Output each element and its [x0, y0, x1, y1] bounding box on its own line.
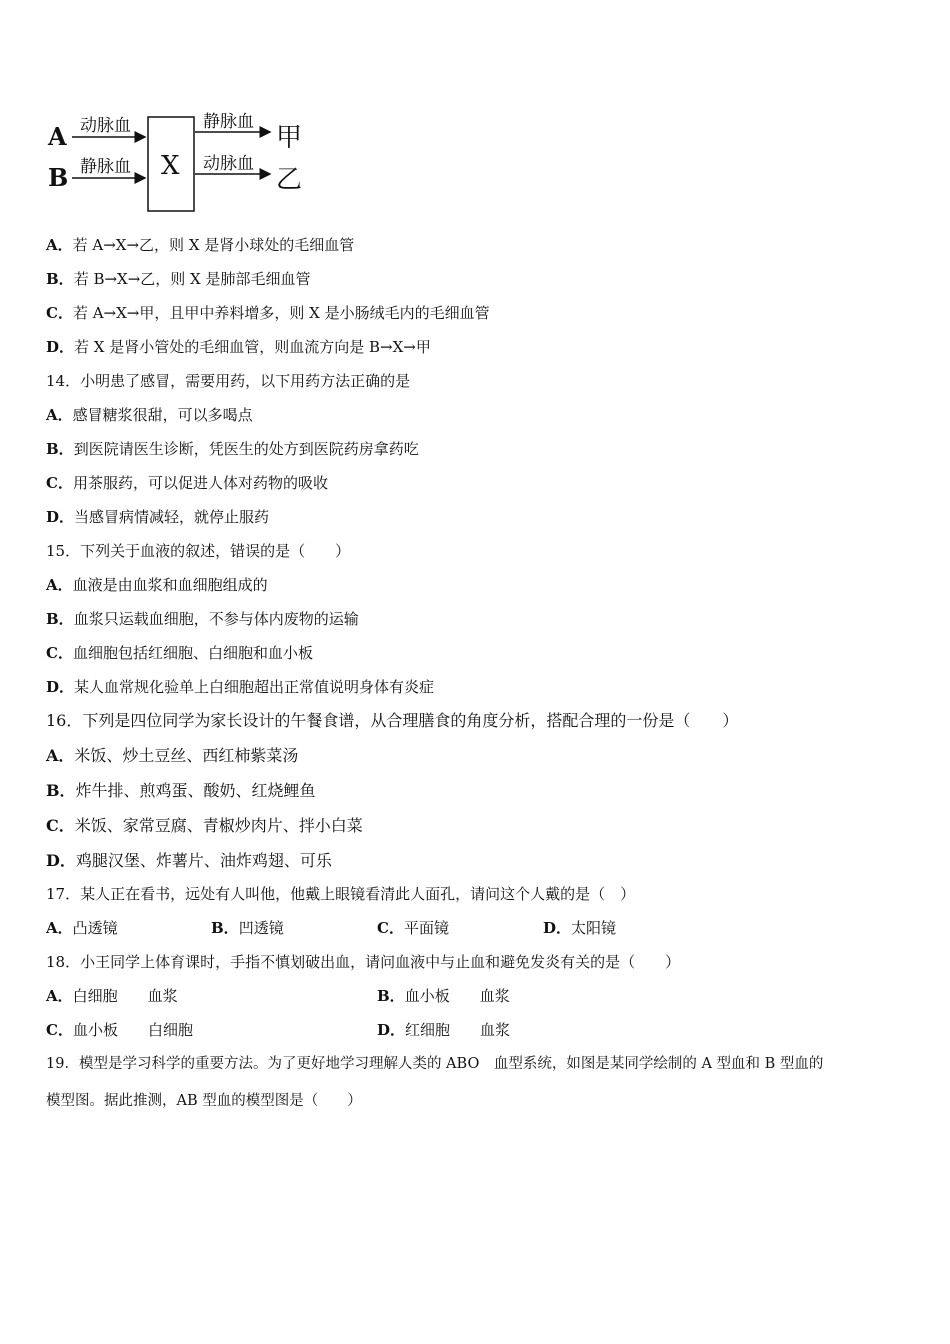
option-letter: B． [46, 610, 74, 628]
q18-stem: 18．小王同学上体育课时，手指不慎划破出血，请问血液中与止血和避免发炎有关的是（ ） [46, 953, 681, 971]
q15-option-b [46, 609, 359, 629]
q17-option-b [211, 918, 284, 938]
q13-option-b [46, 269, 311, 289]
q18-option-c [46, 1020, 193, 1040]
q19-stem-line1: 19．模型是学习科学的重要方法。为了更好地学习理解人类的 ABO 血型系统，如图是某同学绘制的 A 型血和 B 型血的 [46, 1056, 824, 1072]
q13-option-a [46, 235, 354, 255]
option-letter: A． [46, 406, 73, 424]
diagram-right-bottom-char: 乙 [276, 165, 303, 195]
blood-flow-diagram [44, 108, 314, 220]
option-text: 若 A→X→乙，则 X 是肾小球处的毛细血管 [72, 236, 355, 254]
option-text: 太阳镜 [571, 919, 617, 937]
option-text: 凹透镜 [238, 919, 284, 937]
option-letter: C． [46, 644, 73, 662]
q19-stem-line2: 模型图。据此推测，AB 型血的模型图是（ ） [46, 1093, 362, 1109]
option-letter: A． [46, 576, 73, 594]
option-text: 当感冒病情减轻，就停止服药 [74, 508, 270, 526]
option-letter: C． [377, 919, 404, 937]
option-letter: D． [46, 508, 75, 526]
diagram-out-bottom-label: 动脉血 [203, 154, 254, 174]
option-text: 炸牛排、煎鸡蛋、酸奶、红烧鲤鱼 [75, 781, 316, 800]
option-text: 血小板 白细胞 [72, 1021, 193, 1039]
q16-option-c [46, 816, 363, 836]
option-letter: D． [46, 338, 75, 356]
option-letter: C． [46, 304, 73, 322]
q16-option-a [46, 746, 298, 766]
option-text: 用茶服药，可以促进人体对药物的吸收 [72, 474, 328, 492]
option-text: 某人血常规化验单上白细胞超出正常值说明身体有炎症 [74, 678, 435, 696]
option-letter: B． [46, 440, 74, 458]
q16-option-d [46, 851, 332, 871]
q15-option-a [46, 575, 268, 595]
option-text: 凸透镜 [72, 919, 118, 937]
option-letter: A． [46, 919, 73, 937]
diagram-out-top-label: 静脉血 [203, 112, 254, 132]
option-letter: D． [377, 1021, 406, 1039]
option-letter: B． [46, 781, 76, 800]
option-text: 米饭、家常豆腐、青椒炒肉片、拌小白菜 [74, 816, 363, 835]
q14-stem: 14．小明患了感冒，需要用药，以下用药方法正确的是 [46, 372, 411, 390]
q13-option-c [46, 303, 490, 323]
diagram-letter-a: A [48, 122, 67, 151]
q16-stem: 16．下列是四位同学为家长设计的午餐食谱，从合理膳食的角度分析，搭配合理的一份是（ ） [46, 711, 739, 730]
option-letter: A． [46, 746, 75, 765]
q14-option-b [46, 439, 419, 459]
option-letter: B． [377, 987, 405, 1005]
q17-option-d [543, 918, 616, 938]
option-letter: D． [46, 678, 75, 696]
option-text: 鸡腿汉堡、炸薯片、油炸鸡翅、可乐 [75, 851, 332, 870]
diagram-in-top-label: 动脉血 [80, 116, 131, 136]
option-letter: C． [46, 474, 73, 492]
option-letter: A． [46, 987, 73, 1005]
option-text: 若 B→X→乙，则 X 是肺部毛细血管 [73, 270, 311, 288]
q17-stem: 17．某人正在看书，远处有人叫他，他戴上眼镜看清此人面孔，请问这个人戴的是（ ） [46, 885, 636, 903]
diagram-box-label: X [161, 151, 180, 181]
diagram-right-top-char: 甲 [276, 123, 303, 153]
q13-option-d [46, 337, 431, 357]
option-text: 白细胞 血浆 [72, 987, 178, 1005]
option-letter: B． [46, 270, 74, 288]
option-letter: C． [46, 1021, 73, 1039]
option-text: 血浆只运载血细胞，不参与体内废物的运输 [73, 610, 359, 628]
option-letter: C． [46, 816, 75, 835]
q18-option-d [377, 1020, 510, 1040]
option-text: 血细胞包括红细胞、白细胞和血小板 [72, 644, 313, 662]
q15-option-c [46, 643, 313, 663]
option-letter: A． [46, 236, 73, 254]
q15-option-d [46, 677, 434, 697]
option-text: 感冒糖浆很甜，可以多喝点 [72, 406, 253, 424]
option-text: 若 X 是肾小管处的毛细血管，则血流方向是 B→X→甲 [74, 338, 431, 356]
option-letter: D． [46, 851, 76, 870]
option-text: 若 A→X→甲，且甲中养料增多，则 X 是小肠绒毛内的毛细血管 [72, 304, 490, 322]
option-text: 血小板 血浆 [404, 987, 510, 1005]
q14-option-a [46, 405, 253, 425]
diagram-in-bottom-label: 静脉血 [80, 157, 131, 177]
option-letter: D． [543, 919, 572, 937]
q17-option-a [46, 918, 118, 938]
option-text: 到医院请医生诊断，凭医生的处方到医院药房拿药吃 [73, 440, 419, 458]
option-text: 平面镜 [403, 919, 449, 937]
q18-option-a [46, 986, 178, 1006]
q16-option-b [46, 781, 316, 801]
option-letter: B． [211, 919, 239, 937]
q15-stem: 15．下列关于血液的叙述，错误的是（ ） [46, 542, 351, 560]
option-text: 血液是由血浆和血细胞组成的 [72, 576, 268, 594]
q14-option-c [46, 473, 328, 493]
q18-option-b [377, 986, 510, 1006]
option-text: 米饭、炒土豆丝、西红柿紫菜汤 [74, 746, 299, 765]
option-text: 红细胞 血浆 [405, 1021, 511, 1039]
q14-option-d [46, 507, 269, 527]
q17-option-c [377, 918, 449, 938]
diagram-letter-b: B [48, 163, 69, 192]
